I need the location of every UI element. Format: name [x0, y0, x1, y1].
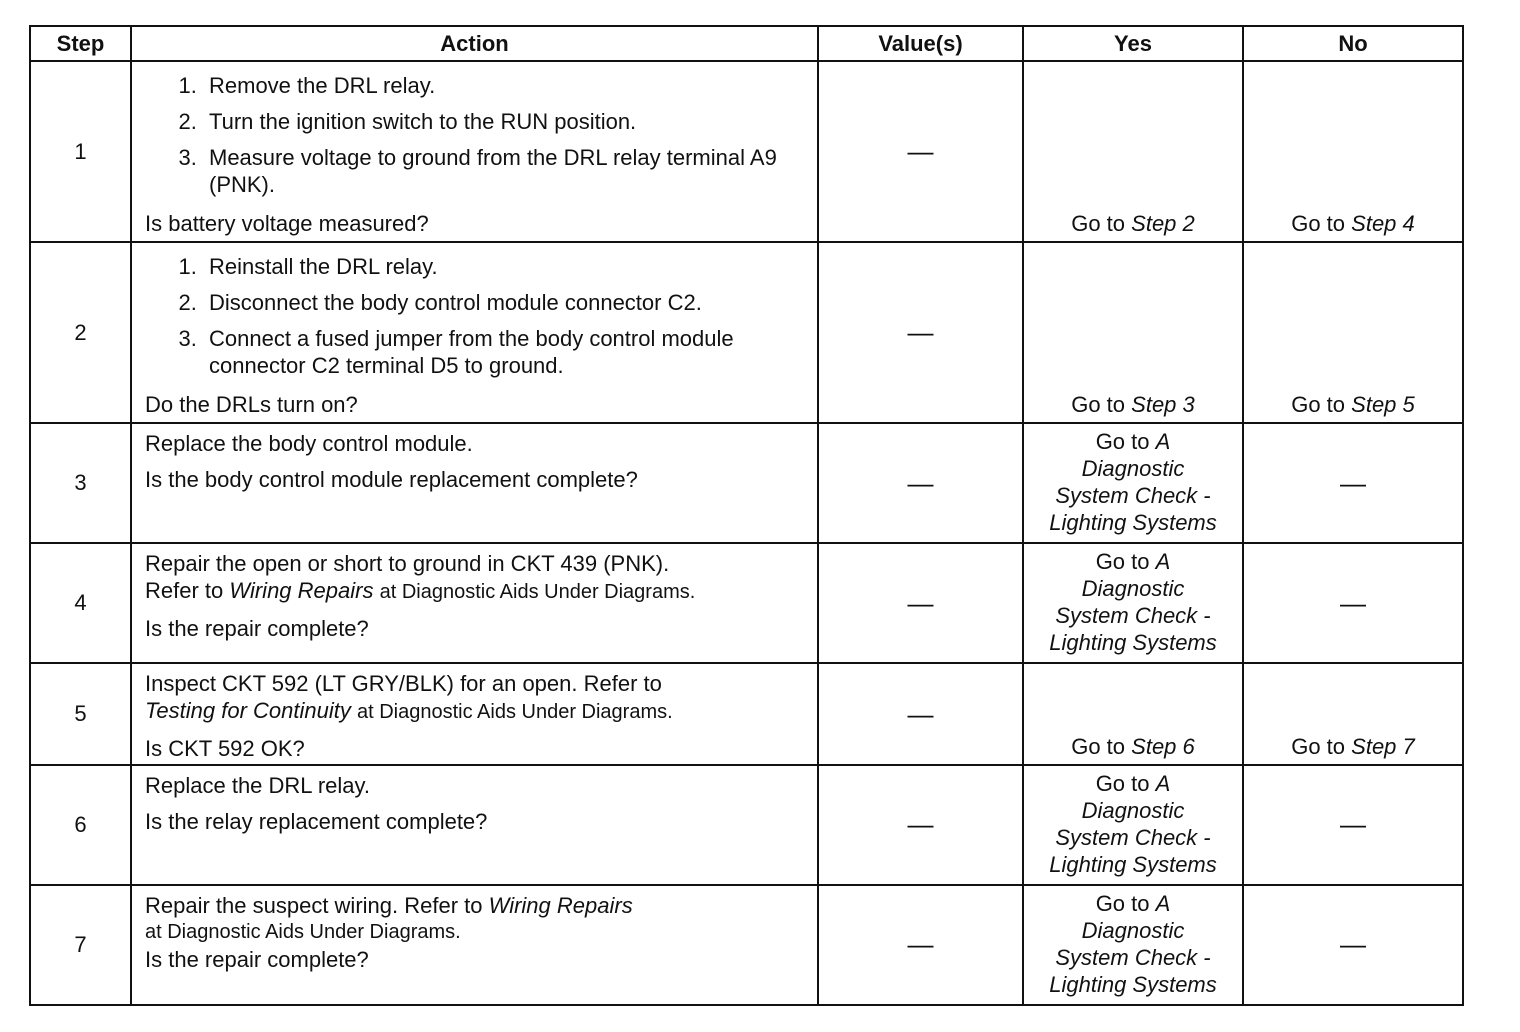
no-cell	[1243, 61, 1463, 242]
substep: 3. Connect a fused jumper from the body control module connector C2 terminal D5 to ground.	[203, 325, 807, 379]
yes-cell	[1023, 885, 1243, 1005]
value-cell: —	[818, 242, 1023, 423]
action-cell	[131, 423, 818, 543]
no-goto-link[interactable]: Go to Step 4	[1291, 211, 1415, 237]
header-yes: Yes	[1023, 26, 1243, 61]
yes-goto-link[interactable]: Go to A Diagnostic System Check - Lighting Systems	[1049, 770, 1217, 877]
no-cell: —	[1243, 885, 1463, 1005]
table-row	[30, 663, 1463, 765]
question-text: Is the repair complete?	[145, 946, 369, 972]
yes-goto-link[interactable]: Go to Step 6	[1071, 733, 1195, 759]
question-text: Is the body control module replacement complete?	[145, 467, 638, 493]
yes-goto-link[interactable]: Go to A Diagnostic System Check - Lighting Systems	[1049, 429, 1217, 536]
substep-list	[145, 72, 807, 207]
yes-cell	[1023, 663, 1243, 765]
step-number: 5	[30, 663, 131, 765]
header-row	[30, 26, 1463, 61]
instruction-text: Replace the DRL relay.	[145, 772, 370, 798]
instruction-text: Repair the open or short to ground in CKT 439 (PNK).	[145, 551, 670, 577]
action-cell	[131, 543, 818, 663]
yes-goto-link[interactable]: Go to Step 3	[1071, 392, 1195, 418]
question-text: Do the DRLs turn on?	[145, 392, 358, 418]
instruction-text: Replace the body control module.	[145, 431, 473, 457]
table-row	[30, 765, 1463, 885]
value-cell: —	[818, 885, 1023, 1005]
substep-list	[145, 253, 807, 388]
no-cell: —	[1243, 423, 1463, 543]
step-number: 6	[30, 765, 131, 885]
yes-cell	[1023, 423, 1243, 543]
instruction-text: Inspect CKT 592 (LT GRY/BLK) for an open. Refer to	[145, 671, 662, 697]
testing-for-continuity-link[interactable]: Testing for Continuity	[145, 698, 351, 724]
step-number: 2	[30, 242, 131, 423]
step-number: 1	[30, 61, 131, 242]
action-cell	[131, 663, 818, 765]
value-cell: —	[818, 765, 1023, 885]
yes-cell	[1023, 543, 1243, 663]
yes-goto-link[interactable]: Go to Step 2	[1071, 211, 1195, 237]
no-goto-link[interactable]: Go to Step 7	[1291, 733, 1415, 759]
no-cell: —	[1243, 765, 1463, 885]
value-cell: —	[818, 423, 1023, 543]
question-text: Is battery voltage measured?	[145, 211, 429, 237]
yes-cell	[1023, 765, 1243, 885]
step-number: 3	[30, 423, 131, 543]
action-cell	[131, 765, 818, 885]
no-cell	[1243, 242, 1463, 423]
table-row	[30, 885, 1463, 1005]
value-cell: —	[818, 663, 1023, 765]
reference-line: Testing for Continuity at Diagnostic Aids Under Diagrams.	[145, 698, 673, 724]
header-step: Step	[30, 26, 131, 61]
yes-goto-link[interactable]: Go to A Diagnostic System Check - Lighting Systems	[1049, 549, 1217, 656]
action-cell	[131, 61, 818, 242]
value-cell: —	[818, 543, 1023, 663]
diagnostic-table	[29, 25, 1464, 1006]
wiring-repairs-link[interactable]: Wiring Repairs	[488, 892, 633, 918]
substep: 2. Disconnect the body control module connector C2.	[203, 289, 807, 316]
header-values: Value(s)	[818, 26, 1023, 61]
no-goto-link[interactable]: Go to Step 5	[1291, 392, 1415, 418]
action-cell	[131, 885, 818, 1005]
table-row	[30, 61, 1463, 242]
question-text: Is CKT 592 OK?	[145, 736, 305, 762]
no-cell	[1243, 663, 1463, 765]
instruction-text: Repair the suspect wiring. Refer to Wiring Repairs	[145, 892, 633, 918]
action-cell	[131, 242, 818, 423]
reference-line: at Diagnostic Aids Under Diagrams.	[145, 920, 461, 943]
value-cell: —	[818, 61, 1023, 242]
wiring-repairs-link[interactable]: Wiring Repairs	[229, 578, 374, 604]
yes-cell	[1023, 61, 1243, 242]
question-text: Is the relay replacement complete?	[145, 808, 488, 834]
substep: 3. Measure voltage to ground from the DRL relay terminal A9 (PNK).	[203, 144, 807, 198]
substep: 1. Remove the DRL relay.	[203, 72, 807, 99]
substep: 2. Turn the ignition switch to the RUN position.	[203, 108, 807, 135]
header-no: No	[1243, 26, 1463, 61]
substep: 1. Reinstall the DRL relay.	[203, 253, 807, 280]
no-cell: —	[1243, 543, 1463, 663]
table-row	[30, 543, 1463, 663]
header-action: Action	[131, 26, 818, 61]
step-number: 7	[30, 885, 131, 1005]
yes-goto-link[interactable]: Go to A Diagnostic System Check - Lighting Systems	[1049, 890, 1217, 997]
reference-line: Refer to Wiring Repairs at Diagnostic Aids Under Diagrams.	[145, 578, 696, 604]
table-row	[30, 423, 1463, 543]
question-text: Is the repair complete?	[145, 616, 369, 642]
table-row	[30, 242, 1463, 423]
step-number: 4	[30, 543, 131, 663]
yes-cell	[1023, 242, 1243, 423]
